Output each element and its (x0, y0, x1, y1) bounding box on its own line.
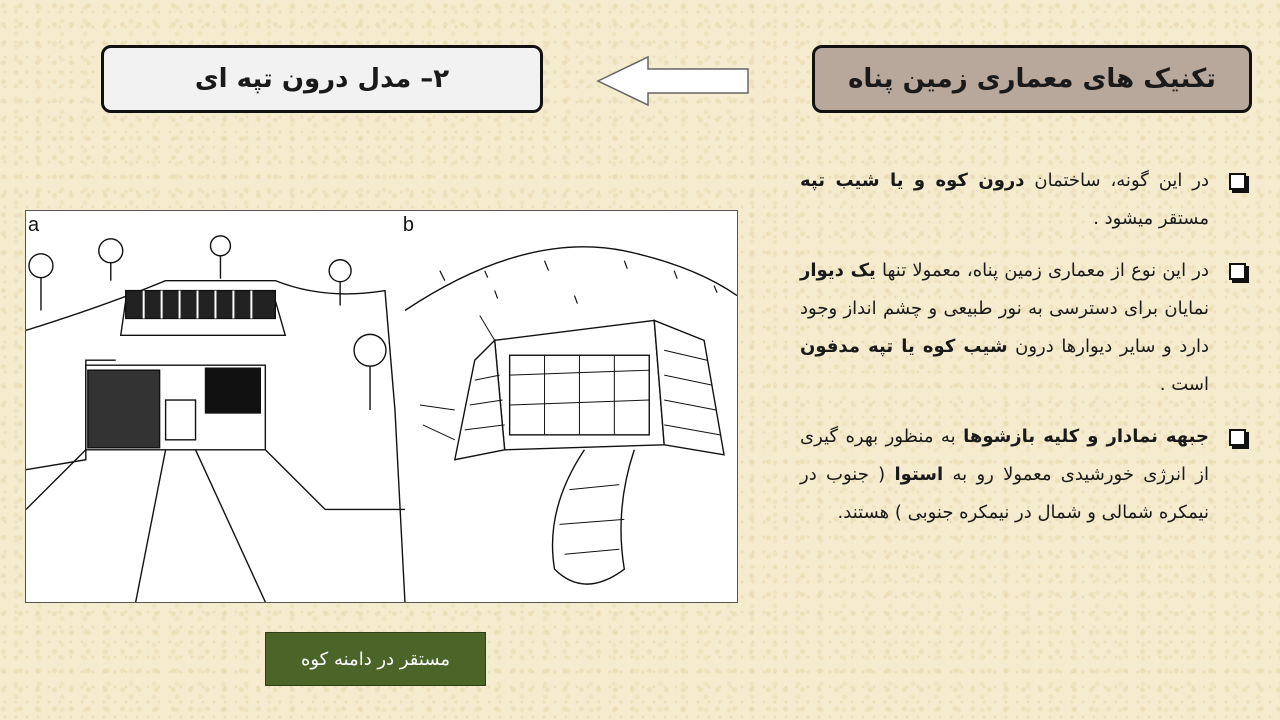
section-subtitle: ۲– مدل درون تپه ای (101, 45, 543, 113)
bullet-item (800, 162, 1246, 238)
text-run: نمایان برای دسترسی به نور طبیعی و چشم انداز وجود دارد و سایر دیوارها درون (800, 298, 1209, 357)
left-arrow-icon (596, 55, 750, 107)
text-run: مستقر میشود . (1093, 208, 1209, 229)
text-run: در این نوع از معماری زمین پناه، معمولا تنها (875, 260, 1209, 281)
bullet-text (800, 426, 1209, 523)
bold-run: استوا (894, 464, 944, 485)
text-run: ( جنوب در نیمکره شمالی و شمال در نیمکره جنوبی ) هستند. (800, 464, 1209, 523)
bullet-item (800, 418, 1246, 532)
text-run: در این گونه، ساختمان (1024, 170, 1209, 191)
earth-sheltered-house-illustration (25, 210, 738, 603)
text-run: است . (1159, 374, 1209, 395)
bold-run: شیب کوه یا تپه مدفون (800, 336, 1008, 357)
bullet-list (800, 162, 1246, 546)
checkbox-bullet-icon (1229, 263, 1246, 280)
bullet-item (800, 252, 1246, 404)
bold-run: جبهه نمادار و کلیه بازشوها (963, 426, 1209, 447)
panel-a-label: a (27, 213, 40, 236)
panel-b-label: b (402, 213, 415, 236)
bold-run: درون کوه و یا شیب تپه (800, 170, 1025, 191)
text-run: به منظور بهره گیری از انرژی خورشیدی معمولا رو به (800, 426, 1209, 485)
bold-run: یک دیوار (800, 260, 876, 281)
figure-caption: مستقر در دامنه کوه (265, 632, 486, 686)
checkbox-bullet-icon (1229, 173, 1246, 190)
bullet-text (800, 260, 1209, 395)
bullet-text (800, 170, 1209, 229)
main-title: تکنیک های معماری زمین پناه (812, 45, 1252, 113)
checkbox-bullet-icon (1229, 429, 1246, 446)
